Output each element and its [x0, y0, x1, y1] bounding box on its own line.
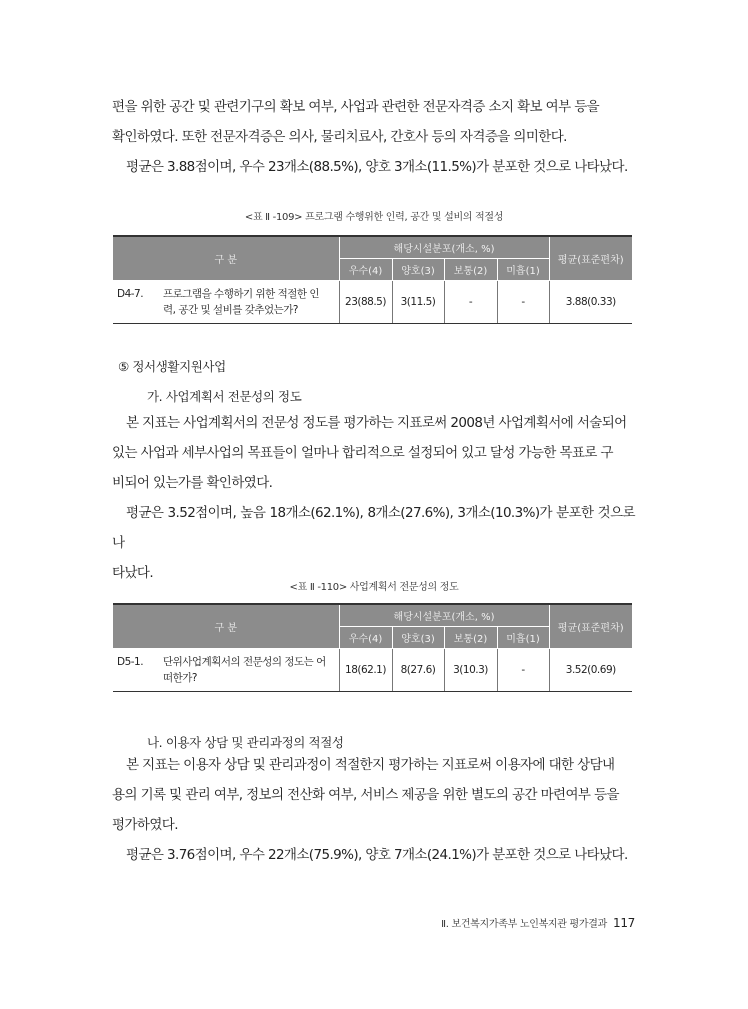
table-110-header-distribution: 해당시설분포(개소, %): [339, 604, 549, 627]
page-footer: [390, 915, 635, 930]
table-109-caption: <표 Ⅱ -109> 프로그램 수행위한 인력, 공간 및 설비의 적절성: [244, 212, 504, 223]
value-cell: -: [497, 649, 549, 692]
table-109-header-distribution: 해당시설분포(개소, %): [339, 236, 549, 259]
para-line: 평균은 3.76점이며, 우수 22개소(75.9%), 양호 7개소(24.1%)가 분포한 것으로 나타났다.: [126, 847, 628, 863]
section-5-paragraph-1: [112, 408, 635, 588]
table-110-item-cell: [113, 649, 339, 692]
section-b-paragraph: [112, 750, 635, 870]
table-row: [113, 649, 632, 692]
table-109-header-mean: 평균(표준편차): [549, 236, 632, 281]
para-line: 평가하였다.: [112, 817, 178, 833]
page-number: 117: [612, 916, 635, 930]
item-text-line-2: 력, 공간 및 설비를 갖추었는가?: [163, 304, 298, 316]
para-line: 비되어 있는가를 확인하였다.: [112, 475, 273, 491]
table-109: [113, 235, 632, 324]
intro-line-2: 확인하였다. 또한 전문자격증은 의사, 물리치료사, 간호사 등의 자격증을 의미한다.: [112, 129, 567, 145]
item-code: D5-1.: [117, 656, 144, 668]
intro-line-1: 편을 위한 공간 및 관련기구의 확보 여부, 사업과 관련한 전문자격증 소지 확보 여부 등을: [112, 99, 600, 115]
footer-text: Ⅱ. 보건복지가족부 노인복지관 평가결과: [441, 919, 607, 930]
table-110-subheader: 우수(4): [339, 627, 392, 649]
value-cell: 23(88.5): [339, 281, 392, 324]
item-code: D4-7.: [117, 288, 144, 300]
value-cell: 18(62.1): [339, 649, 392, 692]
value-cell: 3(10.3): [444, 649, 497, 692]
item-text-line-1: 프로그램을 수행하기 위한 적절한 인: [163, 288, 319, 300]
value-cell: 3(11.5): [392, 281, 444, 324]
mean-cell: 3.88(0.33): [549, 281, 632, 324]
item-text-line-1: 단위사업계획서의 전문성의 정도는 어: [163, 656, 326, 668]
value-cell: 8(27.6): [392, 649, 444, 692]
para-line: 있는 사업과 세부사업의 목표들이 얼마나 합리적으로 설정되어 있고 달성 가능한 목표로 구: [112, 445, 613, 461]
para-line: 타났다.: [112, 565, 154, 581]
table-110-subheader: 미흡(1): [497, 627, 549, 649]
table-110-subheader: 보통(2): [444, 627, 497, 649]
table-110-subheader: 양호(3): [392, 627, 444, 649]
table-109-subheader: 우수(4): [339, 259, 392, 281]
table-109-subheader: 양호(3): [392, 259, 444, 281]
section-5-title: ⑤ 정서생활지원사업: [118, 359, 226, 374]
intro-line-3: 평균은 3.88점이며, 우수 23개소(88.5%), 양호 3개소(11.5%)가 분포한 것으로 나타났다.: [126, 159, 628, 175]
para-line: 본 지표는 이용자 상담 및 관리과정이 적절한지 평가하는 지표로써 이용자에 대한 상담내: [126, 757, 615, 773]
table-109-subheader: 보통(2): [444, 259, 497, 281]
table-110-header-mean: 평균(표준편차): [549, 604, 632, 649]
table-row: [113, 281, 632, 324]
item-text-line-2: 떠한가?: [163, 672, 198, 684]
table-110-caption: <표 Ⅱ -110> 사업계획서 전문성의 정도: [289, 582, 459, 593]
para-line: 용의 기록 및 관리 여부, 정보의 전산화 여부, 서비스 제공을 위한 별도의 공간 마련여부 등을: [112, 787, 619, 803]
value-cell: -: [444, 281, 497, 324]
section-5-subheading: 가. 사업계획서 전문성의 정도: [147, 389, 302, 404]
section-b-title: 나. 이용자 상담 및 관리과정의 적절성: [147, 735, 344, 750]
table-109-header-category: 구 분: [113, 236, 339, 281]
mean-cell: 3.52(0.69): [549, 649, 632, 692]
table-110: [113, 603, 632, 692]
table-110-header-category: 구 분: [113, 604, 339, 649]
table-109-subheader: 미흡(1): [497, 259, 549, 281]
para-line: 본 지표는 사업계획서의 전문성 정도를 평가하는 지표로써 2008년 사업계획서에 서술되어: [126, 415, 627, 431]
table-109-item-cell: [113, 281, 339, 324]
intro-paragraph: [112, 92, 635, 182]
para-line: 평균은 3.52점이며, 높음 18개소(62.1%), 8개소(27.6%), 3개소(10.3%)가 분포한 것으로 나: [112, 505, 635, 551]
value-cell: -: [497, 281, 549, 324]
